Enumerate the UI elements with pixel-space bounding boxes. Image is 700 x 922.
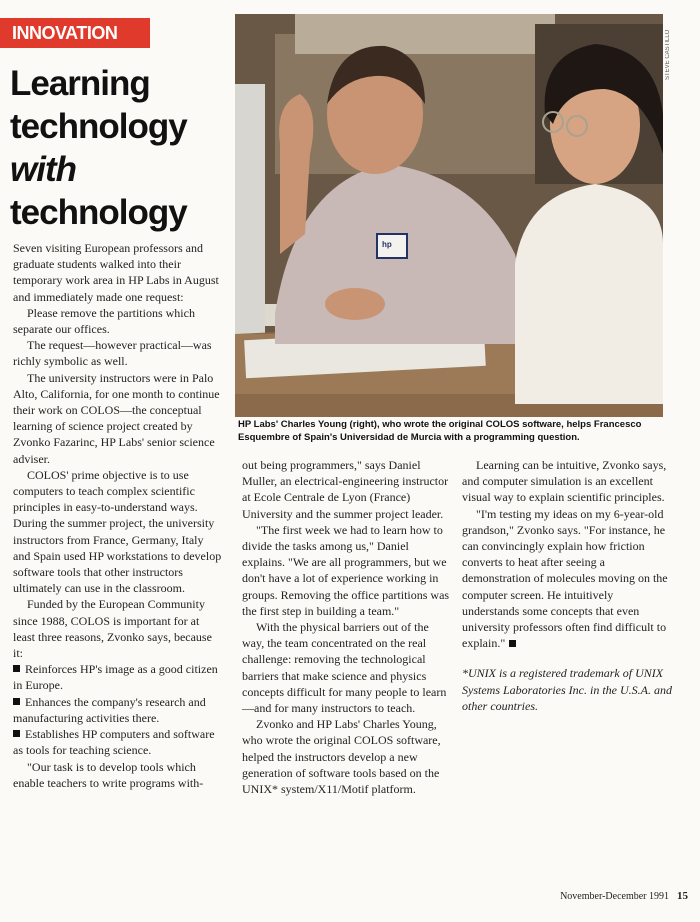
badge-logo: hp	[382, 240, 392, 249]
page-number: 15	[677, 890, 688, 902]
bullet-item	[13, 694, 223, 726]
photo-illustration	[235, 14, 663, 417]
paragraph: "Our task is to develop tools which enable teachers to write programs with-	[13, 759, 204, 790]
paragraph: Seven visiting European professors and graduate students walked into their temporary work area in HP Labs in August and immediately made one request:	[13, 241, 219, 304]
end-square-icon	[509, 640, 516, 647]
bullet-text: Enhances the company's research and manufacturing activities there.	[13, 694, 206, 725]
headline-line-3: with	[10, 150, 76, 189]
section-tag: INNOVATION	[0, 18, 150, 48]
headline-line-4: technology	[10, 193, 187, 232]
paragraph-text: "I'm testing my ideas on my 6-year-old grandson," Zvonko says. "For instance, he can convincingly explain how friction converts to heat after seeing a demonstration of molecules moving on the computer screen. He intuitively understands some concepts that even university professors often find difficult to explain."	[462, 506, 668, 651]
paragraph: Learning can be intuitive, Zvonko says, and computer simulation is an excellent visual way to explain scientific principles.	[462, 458, 667, 505]
bullet-square-icon	[13, 730, 20, 737]
paragraph: Zvonko and HP Labs' Charles Young, who wrote the original COLOS software, helped the instructors develop a new generation of software tools based on the UNIX* system/X11/Motif platform.	[242, 717, 441, 797]
paragraph: out being programmers," says Daniel Muller, an electrical-engineering instructor at Ecole Centrale de Lyon (France) University and the summer project leader.	[242, 458, 449, 521]
paragraph: "The first week we had to learn how to divide the tasks among us," Daniel explains. "We are all programmers, but we don't have a lot of experience working in groups. Removing the office partitions was the first step in building a team."	[242, 522, 450, 618]
footnote: *UNIX is a registered trademark of UNIX Systems Laboratories Inc. in the U.S.A. and other countries.	[462, 666, 672, 713]
bullet-square-icon	[13, 698, 20, 705]
paragraph: Funded by the European Community since 1988, COLOS is important for at least three reasons, Zvonko says, because it:	[13, 597, 212, 661]
paragraph: Please remove the partitions which separate our offices.	[13, 305, 195, 337]
bullet-item	[13, 726, 223, 758]
headline-line-2: technology	[10, 107, 187, 146]
headline	[10, 62, 232, 234]
headline-line-1: Learning	[10, 64, 150, 103]
bullet-item	[13, 661, 223, 693]
paragraph: COLOS' prime objective is to use computers to teach complex scientific principles in easy-to-understand ways. During the summer project, the university instructors from France, Germany, Italy and Spain used HP workstations to develop software tools that other instructors ultimately can use in the classroom.	[13, 467, 222, 596]
issue-date: November-December 1991	[560, 891, 669, 902]
page-folio	[560, 890, 688, 902]
paragraph	[462, 506, 672, 652]
bullet-square-icon	[13, 665, 20, 672]
body-column-middle	[242, 457, 452, 797]
bullet-text: Reinforces HP's image as a good citizen in Europe.	[13, 662, 218, 693]
bullet-text: Establishes HP computers and software as tools for teaching science.	[13, 727, 215, 758]
paragraph: The request—however practical—was richly symbolic as well.	[13, 338, 212, 369]
body-column-left	[13, 240, 223, 791]
article-photo	[235, 14, 663, 417]
paragraph: With the physical barriers out of the way, the team concentrated on the real challenge: removing the technological barriers that make science and physics concepts difficult for many people to learn—and for many instructors to teach.	[242, 620, 447, 716]
body-column-right	[462, 457, 672, 714]
paragraph: The university instructors were in Palo Alto, California, for one month to continue their work on COLOS—the conceptual learning of science project created by Zvonko Fazarinc, HP Labs' senior science adviser.	[13, 370, 220, 466]
photo-credit: STEVE CASTILLO	[665, 29, 671, 80]
photo-caption: HP Labs' Charles Young (right), who wrote the original COLOS software, helps Francesco Esquembre of Spain's Universidad de Murcia with a programming question.	[238, 419, 642, 443]
